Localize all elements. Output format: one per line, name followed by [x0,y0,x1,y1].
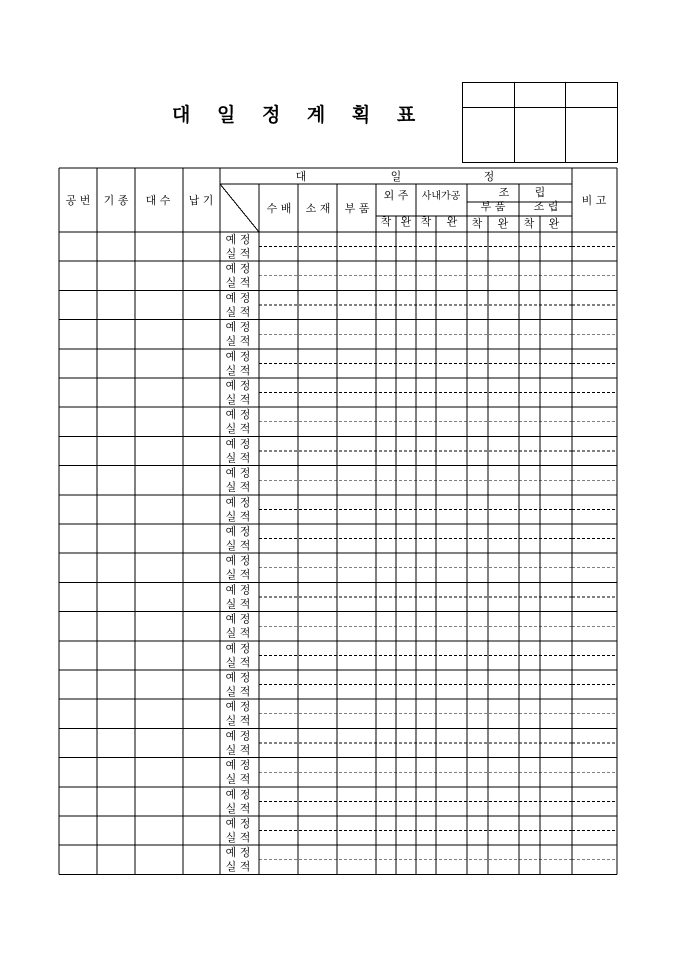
header-parts: 부 품 [344,202,370,215]
header-outsource: 외 주 [383,189,409,202]
row-label-actual: 실 적 [225,597,251,611]
row-label-actual: 실 적 [225,860,251,874]
row-label-actual: 실 적 [225,685,251,698]
header-schedule-dae: 대 [295,170,307,183]
row-label-plan: 예 정 [225,233,251,246]
header-assembly-parts: 부 품 [480,200,506,213]
row-label-actual: 실 적 [225,363,251,377]
header-assembly-jo: 조 [498,186,510,199]
row-label-plan: 예 정 [225,758,251,772]
header-remarks: 비 고 [581,194,607,207]
row-label-plan: 예 정 [225,729,251,743]
row-label-actual: 실 적 [225,714,251,728]
row-label-plan: 예 정 [225,466,251,480]
row-label-actual: 실 적 [225,334,251,348]
row-label-actual: 실 적 [225,626,251,640]
row-label-plan: 예 정 [225,379,251,392]
row-label-actual: 실 적 [225,655,251,669]
header-parts-start: 착 [471,217,483,230]
row-label-actual: 실 적 [225,539,251,552]
row-label-plan: 예 정 [225,495,251,509]
header-inhouse: 사내가공 [421,191,461,202]
row-label-actual: 실 적 [225,480,251,494]
header-outsource-finish: 완 [400,215,412,228]
row-label-plan: 예 정 [225,349,251,363]
row-label-actual: 실 적 [225,831,251,844]
header-job-number: 공 번 [65,194,91,207]
row-label-plan: 예 정 [225,525,251,538]
row-label-actual: 실 적 [225,276,251,290]
row-label-plan: 예 정 [225,671,251,684]
header-outsource-start: 착 [380,215,392,228]
header-parts-finish: 완 [497,217,509,230]
row-label-actual: 실 적 [225,568,251,582]
row-label-plan: 예 정 [225,583,251,597]
page-title: 대 일 정 계 획 표 [172,104,426,126]
header-model: 기 종 [103,194,129,207]
row-label-plan: 예 정 [225,291,251,305]
row-label-plan: 예 정 [225,846,251,860]
header-material: 소 재 [305,202,331,215]
header-diagonal [220,184,259,232]
header-assembly: 조 립 [533,200,559,213]
header-supply: 수 배 [266,202,292,215]
row-label-plan: 예 정 [225,437,251,451]
header-inhouse-finish: 완 [446,215,458,228]
row-label-plan: 예 정 [225,787,251,801]
header-assy-start: 착 [523,217,535,230]
row-label-actual: 실 적 [225,772,251,786]
row-label-plan: 예 정 [225,408,251,422]
row-label-plan: 예 정 [225,262,251,276]
row-label-actual: 실 적 [225,393,251,406]
header-due-date: 납 기 [188,194,214,207]
row-label-plan: 예 정 [225,700,251,714]
header-quantity: 대 수 [145,194,171,207]
header-schedule-il: 일 [390,170,402,183]
row-label-plan: 예 정 [225,320,251,334]
row-label-plan: 예 정 [225,817,251,830]
row-label-actual: 실 적 [225,451,251,465]
header-inhouse-start: 착 [420,215,432,228]
row-label-actual: 실 적 [225,743,251,757]
header-assy-finish: 완 [548,217,560,230]
header-schedule-jeong: 정 [483,170,495,183]
header-assembly-rip: 립 [534,186,546,199]
row-label-plan: 예 정 [225,612,251,626]
row-label-actual: 실 적 [225,422,251,436]
row-label-actual: 실 적 [225,305,251,319]
row-label-plan: 예 정 [225,641,251,655]
row-label-actual: 실 적 [225,801,251,815]
row-label-plan: 예 정 [225,554,251,568]
row-label-actual: 실 적 [225,247,251,260]
row-label-actual: 실 적 [225,509,251,523]
